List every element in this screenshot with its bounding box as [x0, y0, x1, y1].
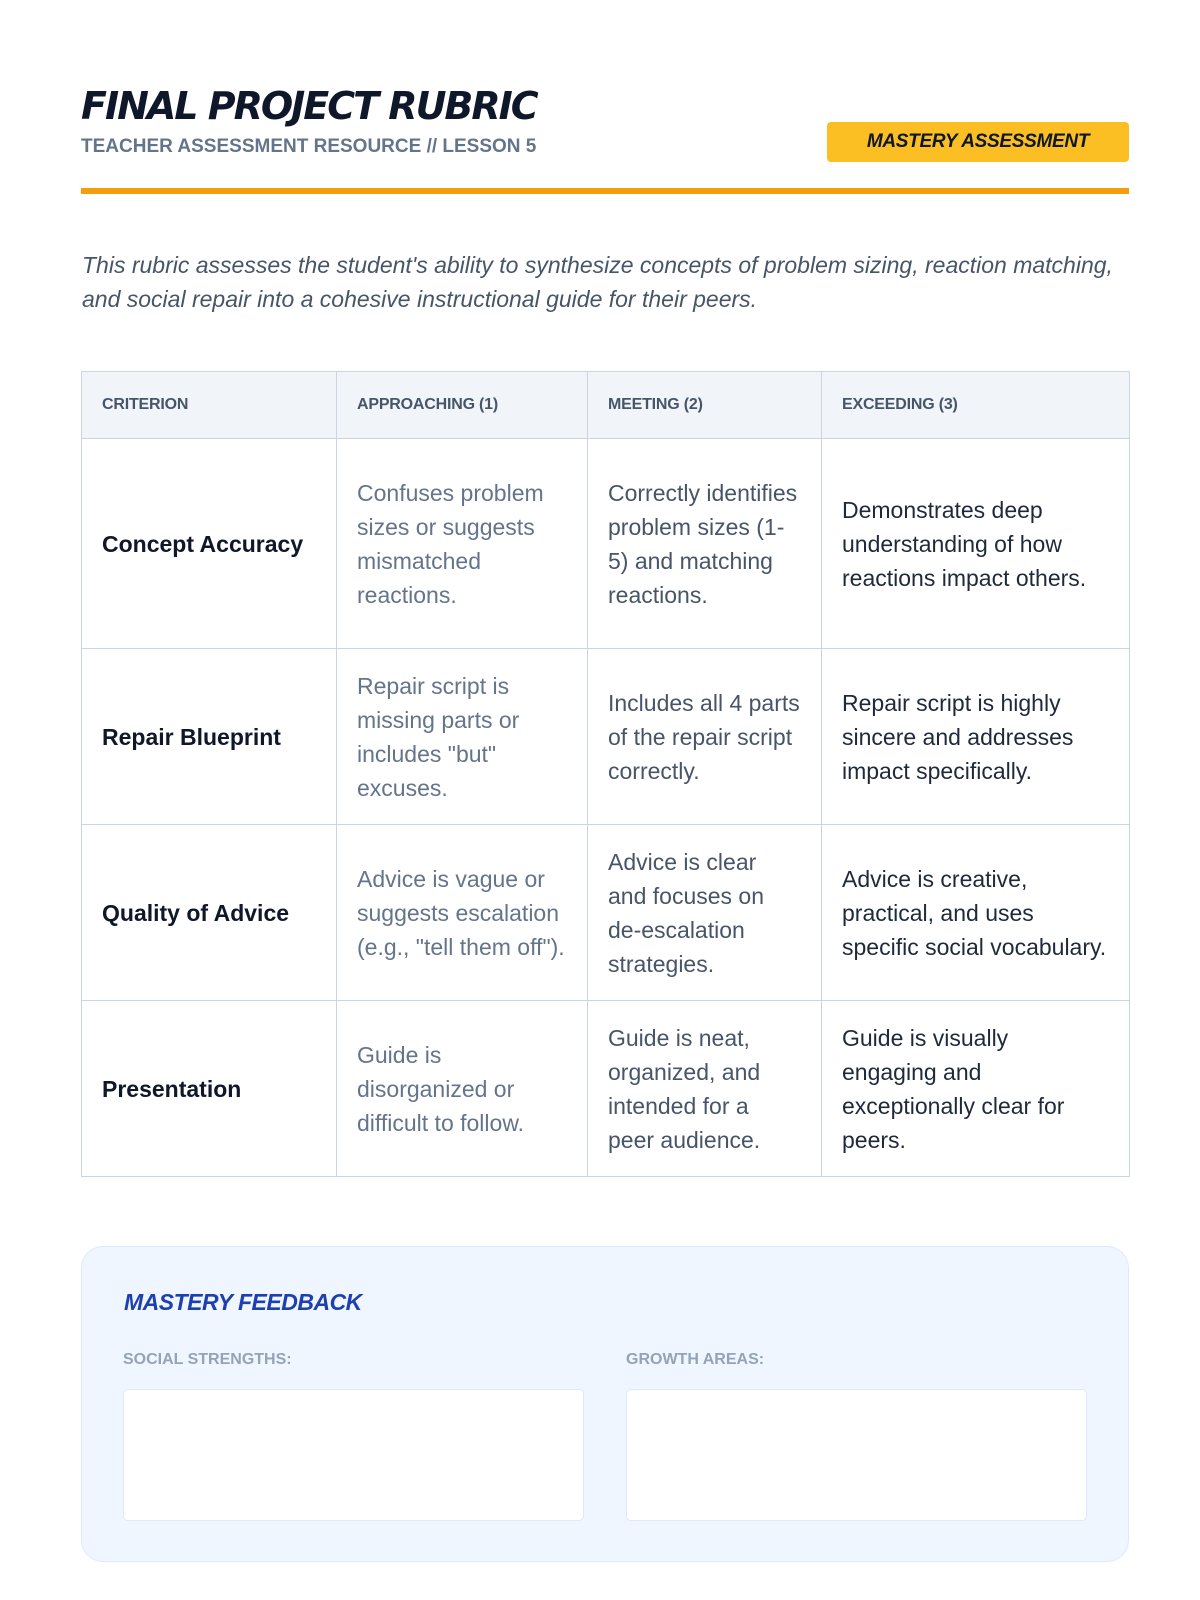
table-row: [82, 439, 1130, 649]
criterion-cell: Presentation: [82, 1001, 337, 1177]
page-title: FINAL PROJECT RUBRIC: [81, 84, 537, 128]
header-divider: [81, 188, 1129, 194]
exceeding-cell: Repair script is highly sincere and addresses impact specifically.: [822, 649, 1130, 825]
rubric-header-row: [82, 372, 1130, 439]
approaching-cell: Guide is disorganized or difficult to follow.: [337, 1001, 588, 1177]
approaching-cell: Advice is vague or suggests escalation (e.g., "tell them off").: [337, 825, 588, 1001]
column-header-approaching: APPROACHING (1): [337, 372, 588, 439]
meeting-cell: Advice is clear and focuses on de-escalation strategies.: [588, 825, 822, 1001]
meeting-cell: Includes all 4 parts of the repair script correctly.: [588, 649, 822, 825]
growth-areas-field[interactable]: [626, 1389, 1087, 1521]
exceeding-cell: Demonstrates deep understanding of how reactions impact others.: [822, 439, 1130, 649]
intro-text: This rubric assesses the student's ability to synthesize concepts of problem sizing, reaction matching, and social repair into a cohesive instructional guide for their peers.: [82, 252, 1113, 312]
criterion-cell: Repair Blueprint: [82, 649, 337, 825]
page-subtitle: TEACHER ASSESSMENT RESOURCE // LESSON 5: [81, 136, 537, 157]
rubric-page: [81, 0, 1129, 1368]
feedback-title: MASTERY FEEDBACK: [124, 1289, 362, 1315]
column-header-criterion: CRITERION: [82, 372, 337, 439]
meeting-cell: Correctly identifies problem sizes (1-5) and matching reactions.: [588, 439, 822, 649]
social-strengths-field[interactable]: [123, 1389, 584, 1521]
table-row: [82, 649, 1130, 825]
growth-areas-label: GROWTH AREAS:: [626, 1351, 765, 1368]
mastery-feedback-panel: [81, 1246, 1129, 1562]
criterion-cell: Concept Accuracy: [82, 439, 337, 649]
exceeding-cell: Guide is visually engaging and exceptionally clear for peers.: [822, 1001, 1130, 1177]
column-header-meeting: MEETING (2): [588, 372, 822, 439]
table-row: [82, 1001, 1130, 1177]
page-header: [81, 0, 1129, 196]
column-header-exceeding: EXCEEDING (3): [822, 372, 1130, 439]
social-strengths-label: SOCIAL STRENGTHS:: [123, 1351, 292, 1368]
table-row: [82, 825, 1130, 1001]
rubric-table: [81, 371, 1130, 1177]
exceeding-cell: Advice is creative, practical, and uses specific social vocabulary.: [822, 825, 1130, 1001]
mastery-assessment-badge: MASTERY ASSESSMENT: [827, 122, 1129, 162]
criterion-cell: Quality of Advice: [82, 825, 337, 1001]
approaching-cell: Repair script is missing parts or includes "but" excuses.: [337, 649, 588, 825]
approaching-cell: Confuses problem sizes or suggests mismatched reactions.: [337, 439, 588, 649]
meeting-cell: Guide is neat, organized, and intended for a peer audience.: [588, 1001, 822, 1177]
